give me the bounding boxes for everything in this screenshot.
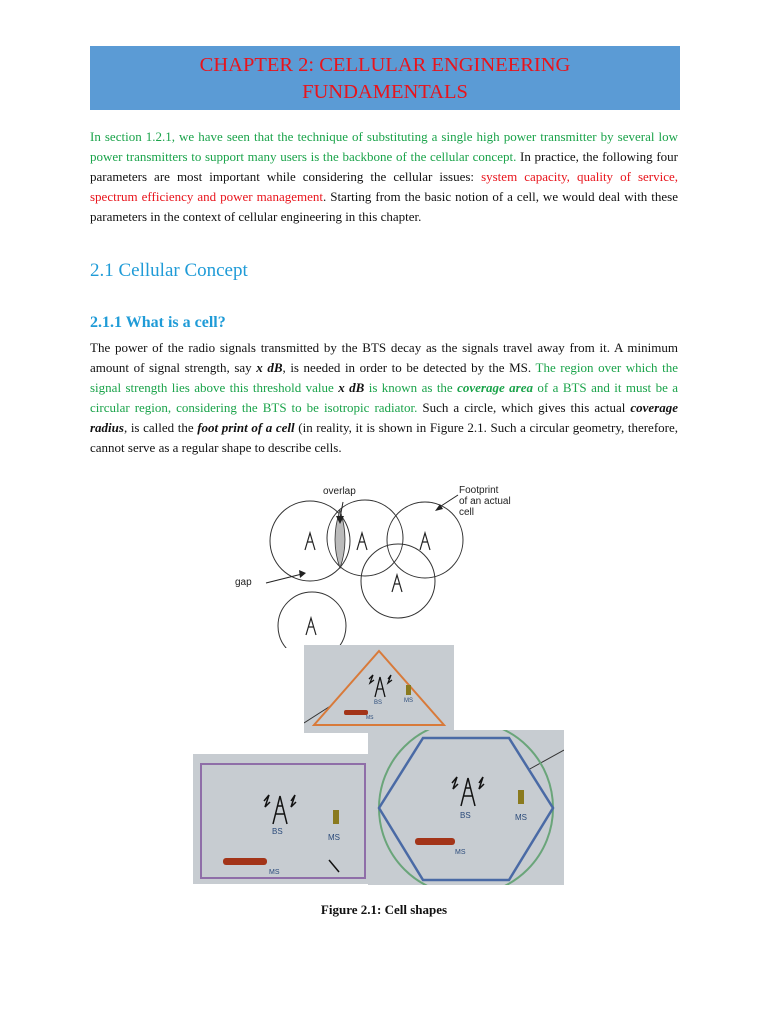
footprint-label-1: Footprint <box>459 485 499 496</box>
cell-green-2: is known as the <box>364 380 458 395</box>
cell-paragraph <box>90 338 678 458</box>
bs-label: BS <box>272 827 283 836</box>
cell-circle-4 <box>361 544 435 618</box>
ms-label: MS <box>328 833 340 842</box>
cell-circle-3 <box>387 502 463 578</box>
section-heading-2-1: 2.1 Cellular Concept <box>90 260 248 281</box>
intro-green-text: In section 1.2.1, we have seen that the technique of substituting a single high power transmitter by several low power transmitters to support many users is the backbone of the cellular concept. <box>90 129 678 164</box>
cell-green-4: of a BTS and it must be a circular region, considering the BTS to be isotropic radiator. <box>90 380 679 415</box>
car-icon <box>223 858 267 865</box>
ms-label: MS <box>404 698 413 704</box>
chapter-title-line1: CHAPTER 2: CELLULAR ENGINEERING <box>199 54 571 76</box>
intro-text-2: . Starting from the basic notion of a cell, we would deal with these parameters in the context of cellular engineering in this chapter. <box>90 189 678 224</box>
cell-green-bold: coverage area <box>457 380 533 395</box>
ms-label-car: MS <box>366 715 374 721</box>
cell-bold-4: foot print of a cell <box>197 420 295 435</box>
hexagon-cell-image <box>368 730 564 885</box>
car-icon <box>344 710 368 715</box>
ms-label: MS <box>515 813 527 822</box>
cell-text-5: (in reality, it is shown in Figure 2.1. Such a circular geometry, therefore, cannot serve as a regular shape to describe cells. <box>90 420 678 455</box>
footprint-label-3: cell <box>459 507 475 518</box>
intro-red-text: system capacity, quality of service, spectrum efficiency and power management <box>90 169 678 204</box>
cell-text-2: , is needed in order to be detected by the MS. <box>282 360 536 375</box>
cell-bold-1: x dB <box>256 360 283 375</box>
section-heading-2-1-1: 2.1.1 What is a cell? <box>90 314 226 331</box>
square-cell-image <box>193 754 371 884</box>
cell-bold-3: coverage radius <box>90 400 678 435</box>
triangle-cell-image <box>304 645 454 733</box>
footprint-label-2: of an actual <box>459 496 511 507</box>
gap-label: gap <box>235 577 252 588</box>
footprint-diagram <box>230 478 550 648</box>
cell-text-4: , is called the <box>123 420 198 435</box>
intro-text-1: In practice, the following four parameters are most important while considering the cellular issues: <box>90 149 678 184</box>
cell-text-3: Such a circle, which gives this actual <box>417 400 631 415</box>
figure-caption: Figure 2.1: Cell shapes <box>320 902 448 917</box>
overlap-label: overlap <box>323 486 356 497</box>
mobile-phone-icon <box>518 790 524 804</box>
chapter-title-line2: FUNDAMENTALS <box>302 81 468 103</box>
ms-label-car: MS <box>269 869 280 876</box>
cell-text-1: The power of the radio signals transmitted by the BTS decay as the signals travel away from it. A minimum amount of signal strength, say <box>90 340 678 375</box>
mobile-phone-icon <box>333 810 339 824</box>
bs-label: BS <box>460 811 471 820</box>
ms-label-car: MS <box>455 849 466 856</box>
chapter-title-banner <box>90 46 680 110</box>
car-icon <box>415 838 455 845</box>
mobile-phone-icon <box>406 685 411 695</box>
cell-bold-2: x dB <box>338 380 365 395</box>
cell-green-1: The region over which the signal strength lies above this threshold value <box>90 360 678 395</box>
antenna-tower-icon <box>305 533 430 635</box>
intro-paragraph <box>90 127 678 227</box>
bs-label: BS <box>374 700 383 706</box>
